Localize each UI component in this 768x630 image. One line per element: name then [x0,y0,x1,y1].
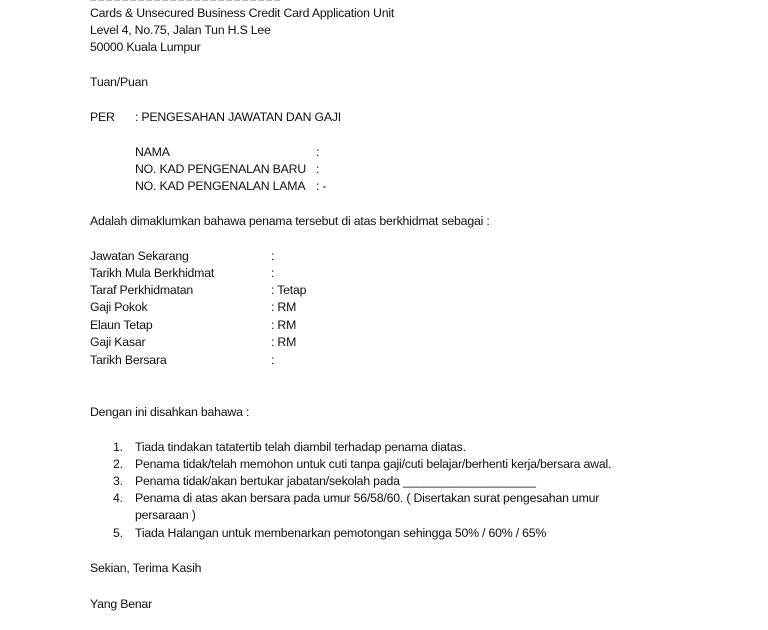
signoff-text: Yang Benar [90,597,153,611]
identity-label: NO. KAD PENGENALAN LAMA [135,179,306,193]
field-label: Gaji Kasar [90,335,146,349]
field-value: : RM [271,318,297,332]
list-number: 2. [113,457,123,471]
identity-value: : [316,162,320,176]
closing-text: Sekian, Terima Kasih [90,561,202,575]
subject-label: PER [90,110,115,124]
field-label: Elaun Tetap [90,318,153,332]
list-item: Tiada tindakan tatatertib telah diambil terhadap penama diatas. [135,440,466,454]
cut-off-header-line [90,0,280,1]
list-number: 5. [113,526,123,540]
subject-text: : PENGESAHAN JAWATAN DAN GAJI [135,110,342,124]
identity-label: NAMA [135,145,170,159]
field-value: : RM [271,335,297,349]
list-item-continuation: persaraan ) [135,508,196,522]
confirm-intro: Dengan ini disahkan bahawa : [90,405,250,419]
address-line-3: 50000 Kuala Lumpur [90,40,201,54]
salutation: Tuan/Puan [90,75,148,89]
list-item: Penama tidak/akan bertukar jabatan/sekolah pada ____________________ [135,474,536,488]
list-number: 4. [113,491,123,505]
identity-value: : - [316,179,327,193]
field-label: Jawatan Sekarang [90,249,189,263]
identity-label: NO. KAD PENGENALAN BARU [135,162,307,176]
identity-value: : [316,145,320,159]
list-number: 1. [113,440,123,454]
list-number: 3. [113,474,123,488]
field-value: : Tetap [271,283,307,297]
field-label: Tarikh Mula Berkhidmat [90,266,215,280]
field-value: : [271,353,275,367]
field-label: Gaji Pokok [90,300,148,314]
list-item: Penama di atas akan bersara pada umur 56/58/60. ( Disertakan surat pengesahan umur [135,491,600,505]
address-line-2: Level 4, No.75, Jalan Tun H.S Lee [90,23,271,37]
list-item: Tiada Halangan untuk membenarkan pemotongan sehingga 50% / 60% / 65% [135,526,547,540]
intro-text: Adalah dimaklumkan bahawa penama tersebut di atas berkhidmat sebagai : [90,214,490,228]
field-value: : [271,249,275,263]
list-item: Penama tidak/telah memohon untuk cuti tanpa gaji/cuti belajar/berhenti kerja/bersara awal. [135,457,612,471]
field-label: Tarikh Bersara [90,353,167,367]
field-value: : [271,266,275,280]
field-value: : RM [271,300,297,314]
address-line-1: Cards & Unsecured Business Credit Card Application Unit [90,6,395,20]
field-label: Taraf Perkhidmatan [90,283,194,297]
